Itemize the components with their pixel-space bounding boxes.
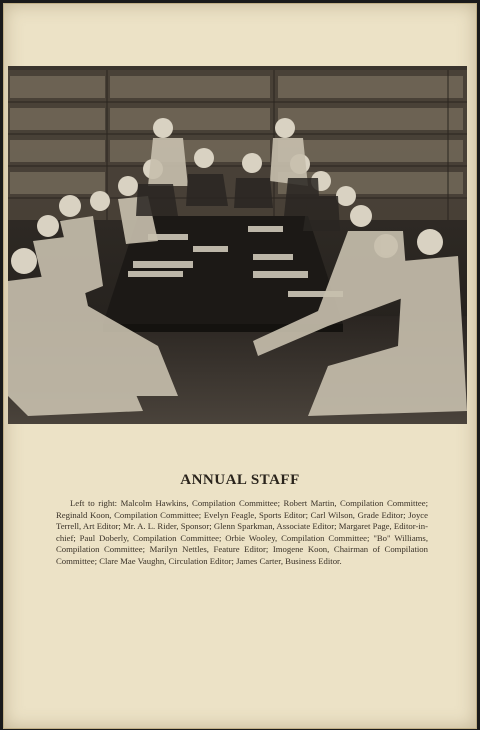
page-title: ANNUAL STAFF <box>180 472 300 488</box>
staff-group-photo <box>8 66 467 424</box>
yearbook-page <box>3 3 477 729</box>
staff-caption: Left to right: Malcolm Hawkins, Compilation Committee; Robert Martin, Compilation Committee; Reginald Koon, Compilation Committee; Evelyn Feagle, Sports Editor; Carl Wilson, Grade Editor; Joyce Terrell, Art Editor; Mr. A. L. Rider, Sponsor; Glenn Sparkman, Associate Editor; Margaret Page, Editor-in-chief; Paul Doberly, Compilation Committee; Orbie Wooley, Compilation Committee; "Bo" Williams, Compilation Committee; Marilyn Nettles, Feature Editor; Imogene Koon, Chairman of Compilation Committee; Clare Mae Vaughn, Circulation Editor; James Carter, Business Editor. <box>56 498 428 566</box>
